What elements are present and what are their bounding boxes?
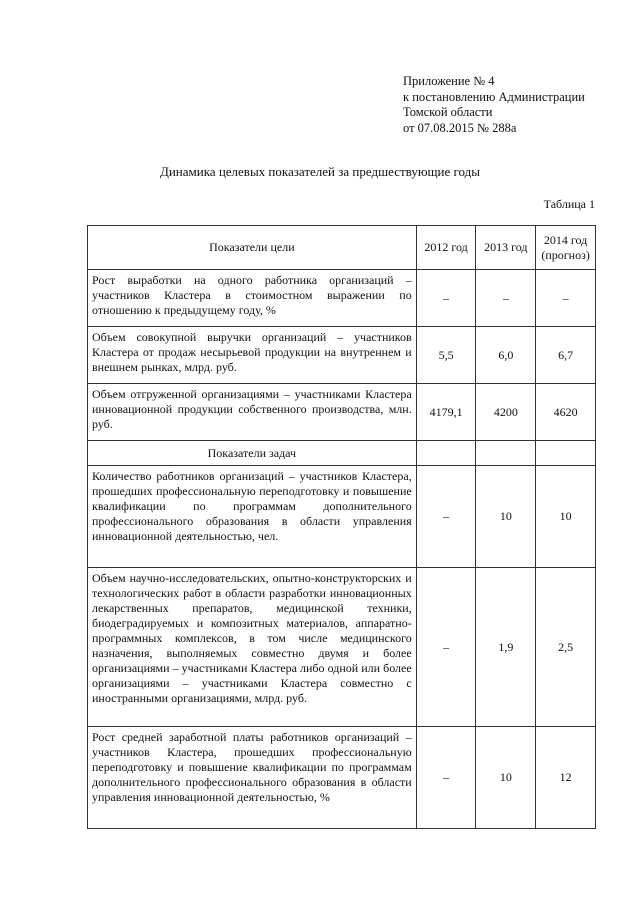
table-header-row bbox=[88, 226, 596, 270]
appendix-line: Томской области bbox=[403, 105, 493, 119]
row-indicator: Рост средней заработной платы работников организаций – участников Кластера, прошедших профессиональную переподготовку и повышение квалификации по программам дополнительного профессионального образования в области управления инновационной деятельностью, % bbox=[88, 727, 417, 829]
header-2013: 2013 год bbox=[476, 226, 536, 270]
value-2014: 4620 bbox=[536, 384, 596, 441]
table-row bbox=[88, 327, 596, 384]
value-2014: 2,5 bbox=[536, 568, 596, 727]
row-indicator: Объем совокупной выручки организаций – участников Кластера от продаж несырьевой продукции на внутреннем и внешнем рынках, млрд. руб. bbox=[88, 327, 417, 384]
header-2014: 2014 год (прогноз) bbox=[536, 226, 596, 270]
table-row bbox=[88, 384, 596, 441]
value-2014: – bbox=[536, 270, 596, 327]
value-2013: 1,9 bbox=[476, 568, 536, 727]
row-indicator: Рост выработки на одного работника организаций – участников Кластера в стоимостном выражении по отношению к предыдущему году, % bbox=[88, 270, 417, 327]
appendix-line: Приложение № 4 bbox=[403, 74, 495, 88]
value-2013: 10 bbox=[476, 466, 536, 568]
indicators-table bbox=[87, 225, 596, 829]
appendix-block bbox=[403, 74, 585, 136]
section-title: Показатели задач bbox=[88, 441, 417, 466]
header-indicator: Показатели цели bbox=[88, 226, 417, 270]
value-2012: – bbox=[416, 270, 476, 327]
table-row bbox=[88, 270, 596, 327]
value-2013: – bbox=[476, 270, 536, 327]
header-2012: 2012 год bbox=[416, 226, 476, 270]
value-2014: 12 bbox=[536, 727, 596, 829]
value-2012: – bbox=[416, 466, 476, 568]
value-2012: – bbox=[416, 568, 476, 727]
row-indicator: Объем научно-исследовательских, опытно-конструкторских и технологических работ в области разработки инновационных лекарственных препаратов, медицинской техники, биодеградируемых и композитных материалов, аппаратно-программных комплексов, в том числе медицинского назначения, выполняемых совместно двумя и более организациями – участниками Кластера либо одной или более организациями – участниками Кластера совместно с иностранными организациями, млрд. руб. bbox=[88, 568, 417, 727]
value-2012: 4179,1 bbox=[416, 384, 476, 441]
value-2013: 10 bbox=[476, 727, 536, 829]
appendix-line: от 07.08.2015 № 288а bbox=[403, 120, 517, 135]
value-2012: – bbox=[416, 727, 476, 829]
row-indicator: Количество работников организаций – участников Кластера, прошедших профессиональную переподготовку и повышение квалификации по программам дополнительного профессионального образования в области управления инновационной деятельностью, чел. bbox=[88, 466, 417, 568]
table-row bbox=[88, 568, 596, 727]
table-number: Таблица 1 bbox=[543, 197, 595, 211]
row-indicator: Объем отгруженной организациями – участниками Кластера инновационной продукции собственного производства, млн. руб. bbox=[88, 384, 417, 441]
section-row bbox=[88, 441, 596, 466]
document-title: Динамика целевых показателей за предшествующие годы bbox=[159, 164, 481, 179]
value-2013: 4200 bbox=[476, 384, 536, 441]
value-2014: 10 bbox=[536, 466, 596, 568]
table-row bbox=[88, 727, 596, 829]
table-row bbox=[88, 466, 596, 568]
value-2013: 6,0 bbox=[476, 327, 536, 384]
value-2012: 5,5 bbox=[416, 327, 476, 384]
value-2014: 6,7 bbox=[536, 327, 596, 384]
appendix-line: к постановлению Администрации bbox=[403, 89, 585, 104]
